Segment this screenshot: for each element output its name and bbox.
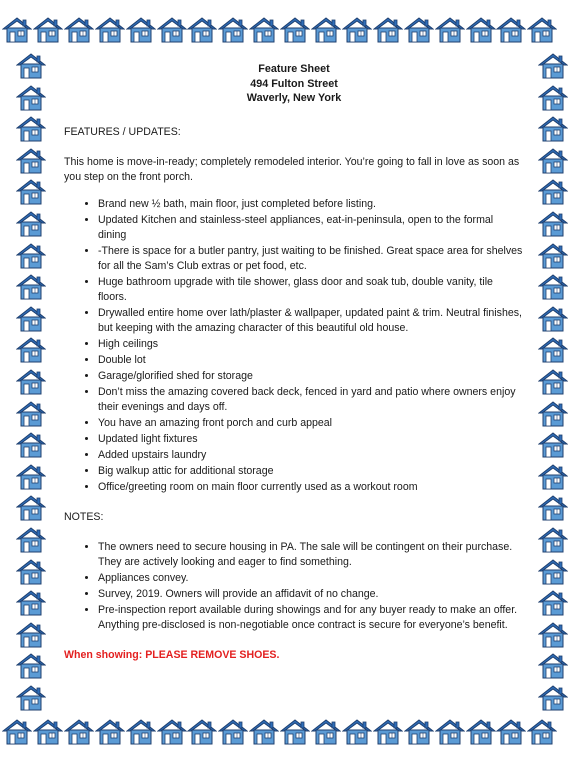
house-icon [218,16,248,44]
border-top [0,16,586,50]
house-icon [16,463,46,491]
list-item: • Brand new ½ bath, main floor, just completed before listing. [98,197,524,212]
house-icon [16,305,46,333]
border-right [538,0,572,768]
house-icon [16,431,46,459]
list-item: • Added upstairs laundry [98,448,524,463]
features-list [64,197,524,495]
list-item: • Pre-inspection report available during showings and for any buyer ready to make an offer. Anything pre-disclosed is non-negotiable once contract is secure for everyone’s benefit. [98,603,524,633]
house-icon [16,147,46,175]
showing-warning: When showing: PLEASE REMOVE SHOES. [64,648,280,661]
house-icon [64,16,94,44]
features-heading: FEATURES / UPDATES: [64,125,181,138]
house-icon [280,718,310,746]
list-item: • Garage/glorified shed for storage [98,369,524,384]
house-icon [342,718,372,746]
list-item: • Office/greeting room on main floor currently used as a workout room [98,480,524,495]
house-icon [538,494,568,522]
house-icon [538,305,568,333]
house-icon [126,16,156,44]
house-icon [16,336,46,364]
house-icon [126,718,156,746]
house-icon [538,52,568,80]
house-icon [16,84,46,112]
house-icon [538,273,568,301]
house-icon [311,718,341,746]
border-left [16,0,50,768]
house-icon [95,718,125,746]
house-icon [538,147,568,175]
features-intro: This home is move-in-ready; completely remodeled interior. You’re going to fall in love as soon as you step on the front porch. [64,155,520,183]
house-icon [538,652,568,680]
house-icon [16,684,46,712]
house-icon [16,526,46,554]
list-item: • Survey, 2019. Owners will provide an affidavit of no change. [98,587,524,602]
house-icon [538,589,568,617]
house-icon [16,652,46,680]
house-icon [538,684,568,712]
property-city: Waverly, New York [246,92,342,104]
document-header [64,62,524,106]
house-icon [16,178,46,206]
house-icon [16,400,46,428]
notes-heading: NOTES: [64,510,104,523]
list-item: • High ceilings [98,337,524,352]
house-icon [538,431,568,459]
house-icon [373,718,403,746]
house-icon [373,16,403,44]
list-item: • Huge bathroom upgrade with tile shower, glass door and soak tub, double vanity, tile floors. [98,275,524,305]
house-icon [16,494,46,522]
list-item: • Big walkup attic for additional storage [98,464,524,479]
house-icon [496,718,526,746]
house-icon [435,718,465,746]
house-icon [187,16,217,44]
house-icon [466,16,496,44]
house-icon [538,242,568,270]
house-icon [16,558,46,586]
house-icon [249,16,279,44]
house-icon [95,16,125,44]
list-item: • You have an amazing front porch and curb appeal [98,416,524,431]
house-icon [16,368,46,396]
property-address: 494 Fulton Street [250,77,338,90]
house-icon [342,16,372,44]
house-icon [538,210,568,238]
house-icon [16,210,46,238]
house-icon [16,273,46,301]
list-item: • Don’t miss the amazing covered back deck, fenced in yard and patio where owners enjoy their evenings and days off. [98,385,524,415]
house-icon [157,16,187,44]
house-icon [538,400,568,428]
house-icon [538,558,568,586]
list-item: • Appliances convey. [98,571,524,586]
border-bottom [0,718,586,752]
feature-sheet [64,62,524,663]
house-icon [249,718,279,746]
notes-list [64,540,524,633]
house-icon [538,621,568,649]
house-icon [538,115,568,143]
document-title: Feature Sheet [258,63,330,75]
house-icon [16,52,46,80]
list-item: • Drywalled entire home over lath/plaster & wallpaper, updated paint & trim. Neutral finishes, but keeping with the amazing character of this beautiful old house. [98,306,524,336]
house-icon [466,718,496,746]
house-icon [64,718,94,746]
house-icon [404,718,434,746]
house-icon [538,463,568,491]
house-icon [280,16,310,44]
house-icon [16,115,46,143]
list-item: • -There is space for a butler pantry, just waiting to be finished. Great space area for shelves for all the Sam’s Club extras or pet food, etc. [98,244,524,274]
list-item: • Double lot [98,353,524,368]
house-icon [16,242,46,270]
house-icon [218,718,248,746]
house-icon [157,718,187,746]
house-icon [16,589,46,617]
house-icon [16,621,46,649]
house-icon [538,336,568,364]
house-icon [435,16,465,44]
house-icon [404,16,434,44]
list-item: • Updated light fixtures [98,432,524,447]
house-icon [538,178,568,206]
house-icon [538,84,568,112]
list-item: • Updated Kitchen and stainless-steel appliances, eat-in-peninsula, open to the formal dining [98,213,524,243]
house-icon [187,718,217,746]
house-icon [538,368,568,396]
house-icon [496,16,526,44]
house-icon [311,16,341,44]
list-item: • The owners need to secure housing in PA. The sale will be contingent on their purchase. They are actively looking and eager to find something. [98,540,524,570]
house-icon [538,526,568,554]
